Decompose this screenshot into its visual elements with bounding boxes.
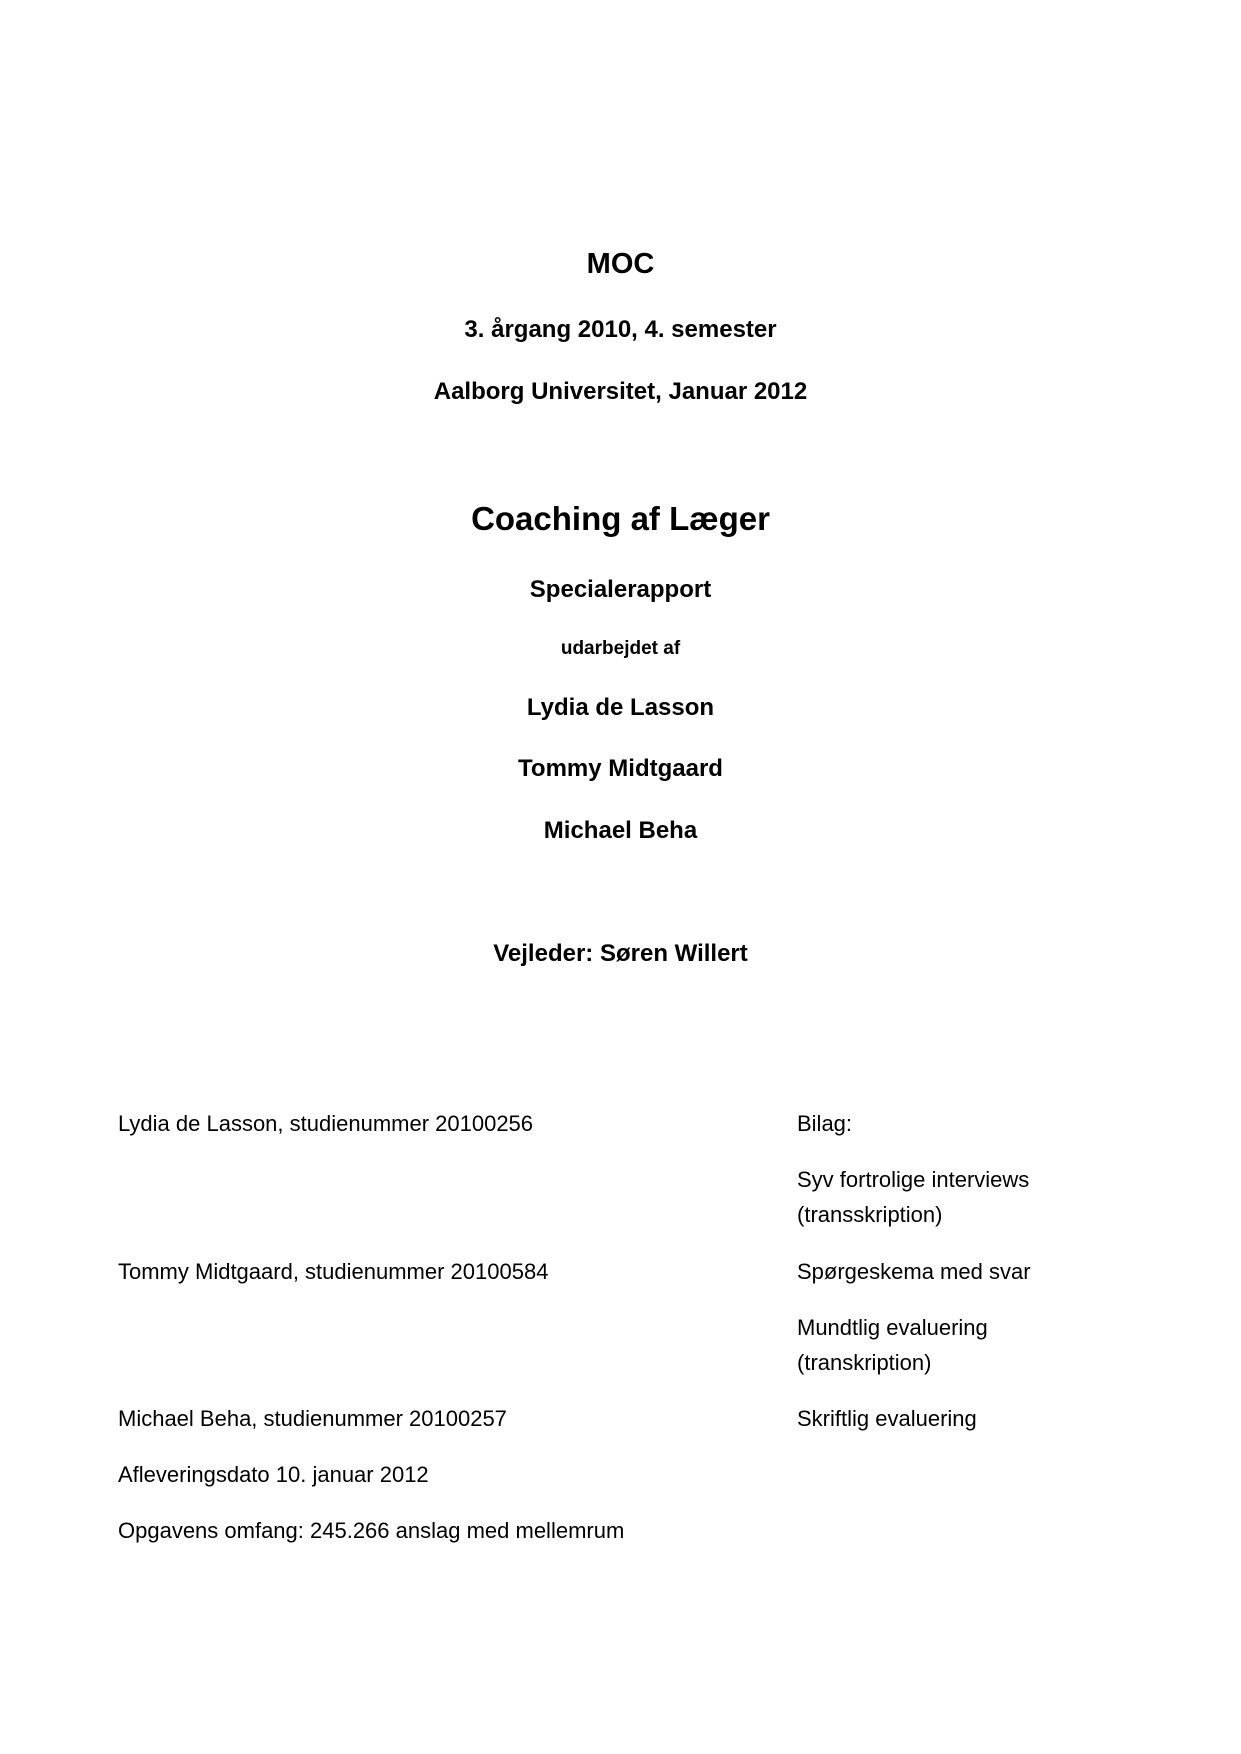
appendix-label: Bilag: <box>797 1111 853 1136</box>
document-type: Specialerapport <box>529 576 712 603</box>
appendix-item: Syv fortrolige interviews <box>797 1167 1030 1192</box>
student-line: Tommy Midtgaard, studienummer 20100584 <box>118 1259 549 1284</box>
author-name: Michael Beha <box>543 817 698 844</box>
prepared-by-label: udarbejdet af <box>560 638 681 659</box>
institution-date: Aalborg Universitet, Januar 2012 <box>433 378 808 405</box>
supervisor: Vejleder: Søren Willert <box>493 940 748 967</box>
author-name: Lydia de Lasson <box>526 694 715 721</box>
appendix-item: (transkription) <box>797 1350 932 1375</box>
appendix-item: Skriftlig evaluering <box>797 1406 977 1431</box>
author-name: Tommy Midtgaard <box>518 755 723 782</box>
program-name: MOC <box>586 248 655 280</box>
student-line: Michael Beha, studienummer 20100257 <box>118 1406 507 1431</box>
submission-date: Afleveringsdato 10. januar 2012 <box>118 1462 429 1487</box>
document-title: Coaching af Læger <box>471 500 770 537</box>
appendix-item: (transskription) <box>797 1202 943 1227</box>
appendix-item: Spørgeskema med svar <box>797 1259 1031 1284</box>
appendix-item: Mundtlig evaluering <box>797 1315 988 1340</box>
cohort-semester: 3. årgang 2010, 4. semester <box>464 316 777 343</box>
student-line: Lydia de Lasson, studienummer 20100256 <box>118 1111 534 1136</box>
document-extent: Opgavens omfang: 245.266 anslag med mellemrum <box>118 1518 625 1543</box>
